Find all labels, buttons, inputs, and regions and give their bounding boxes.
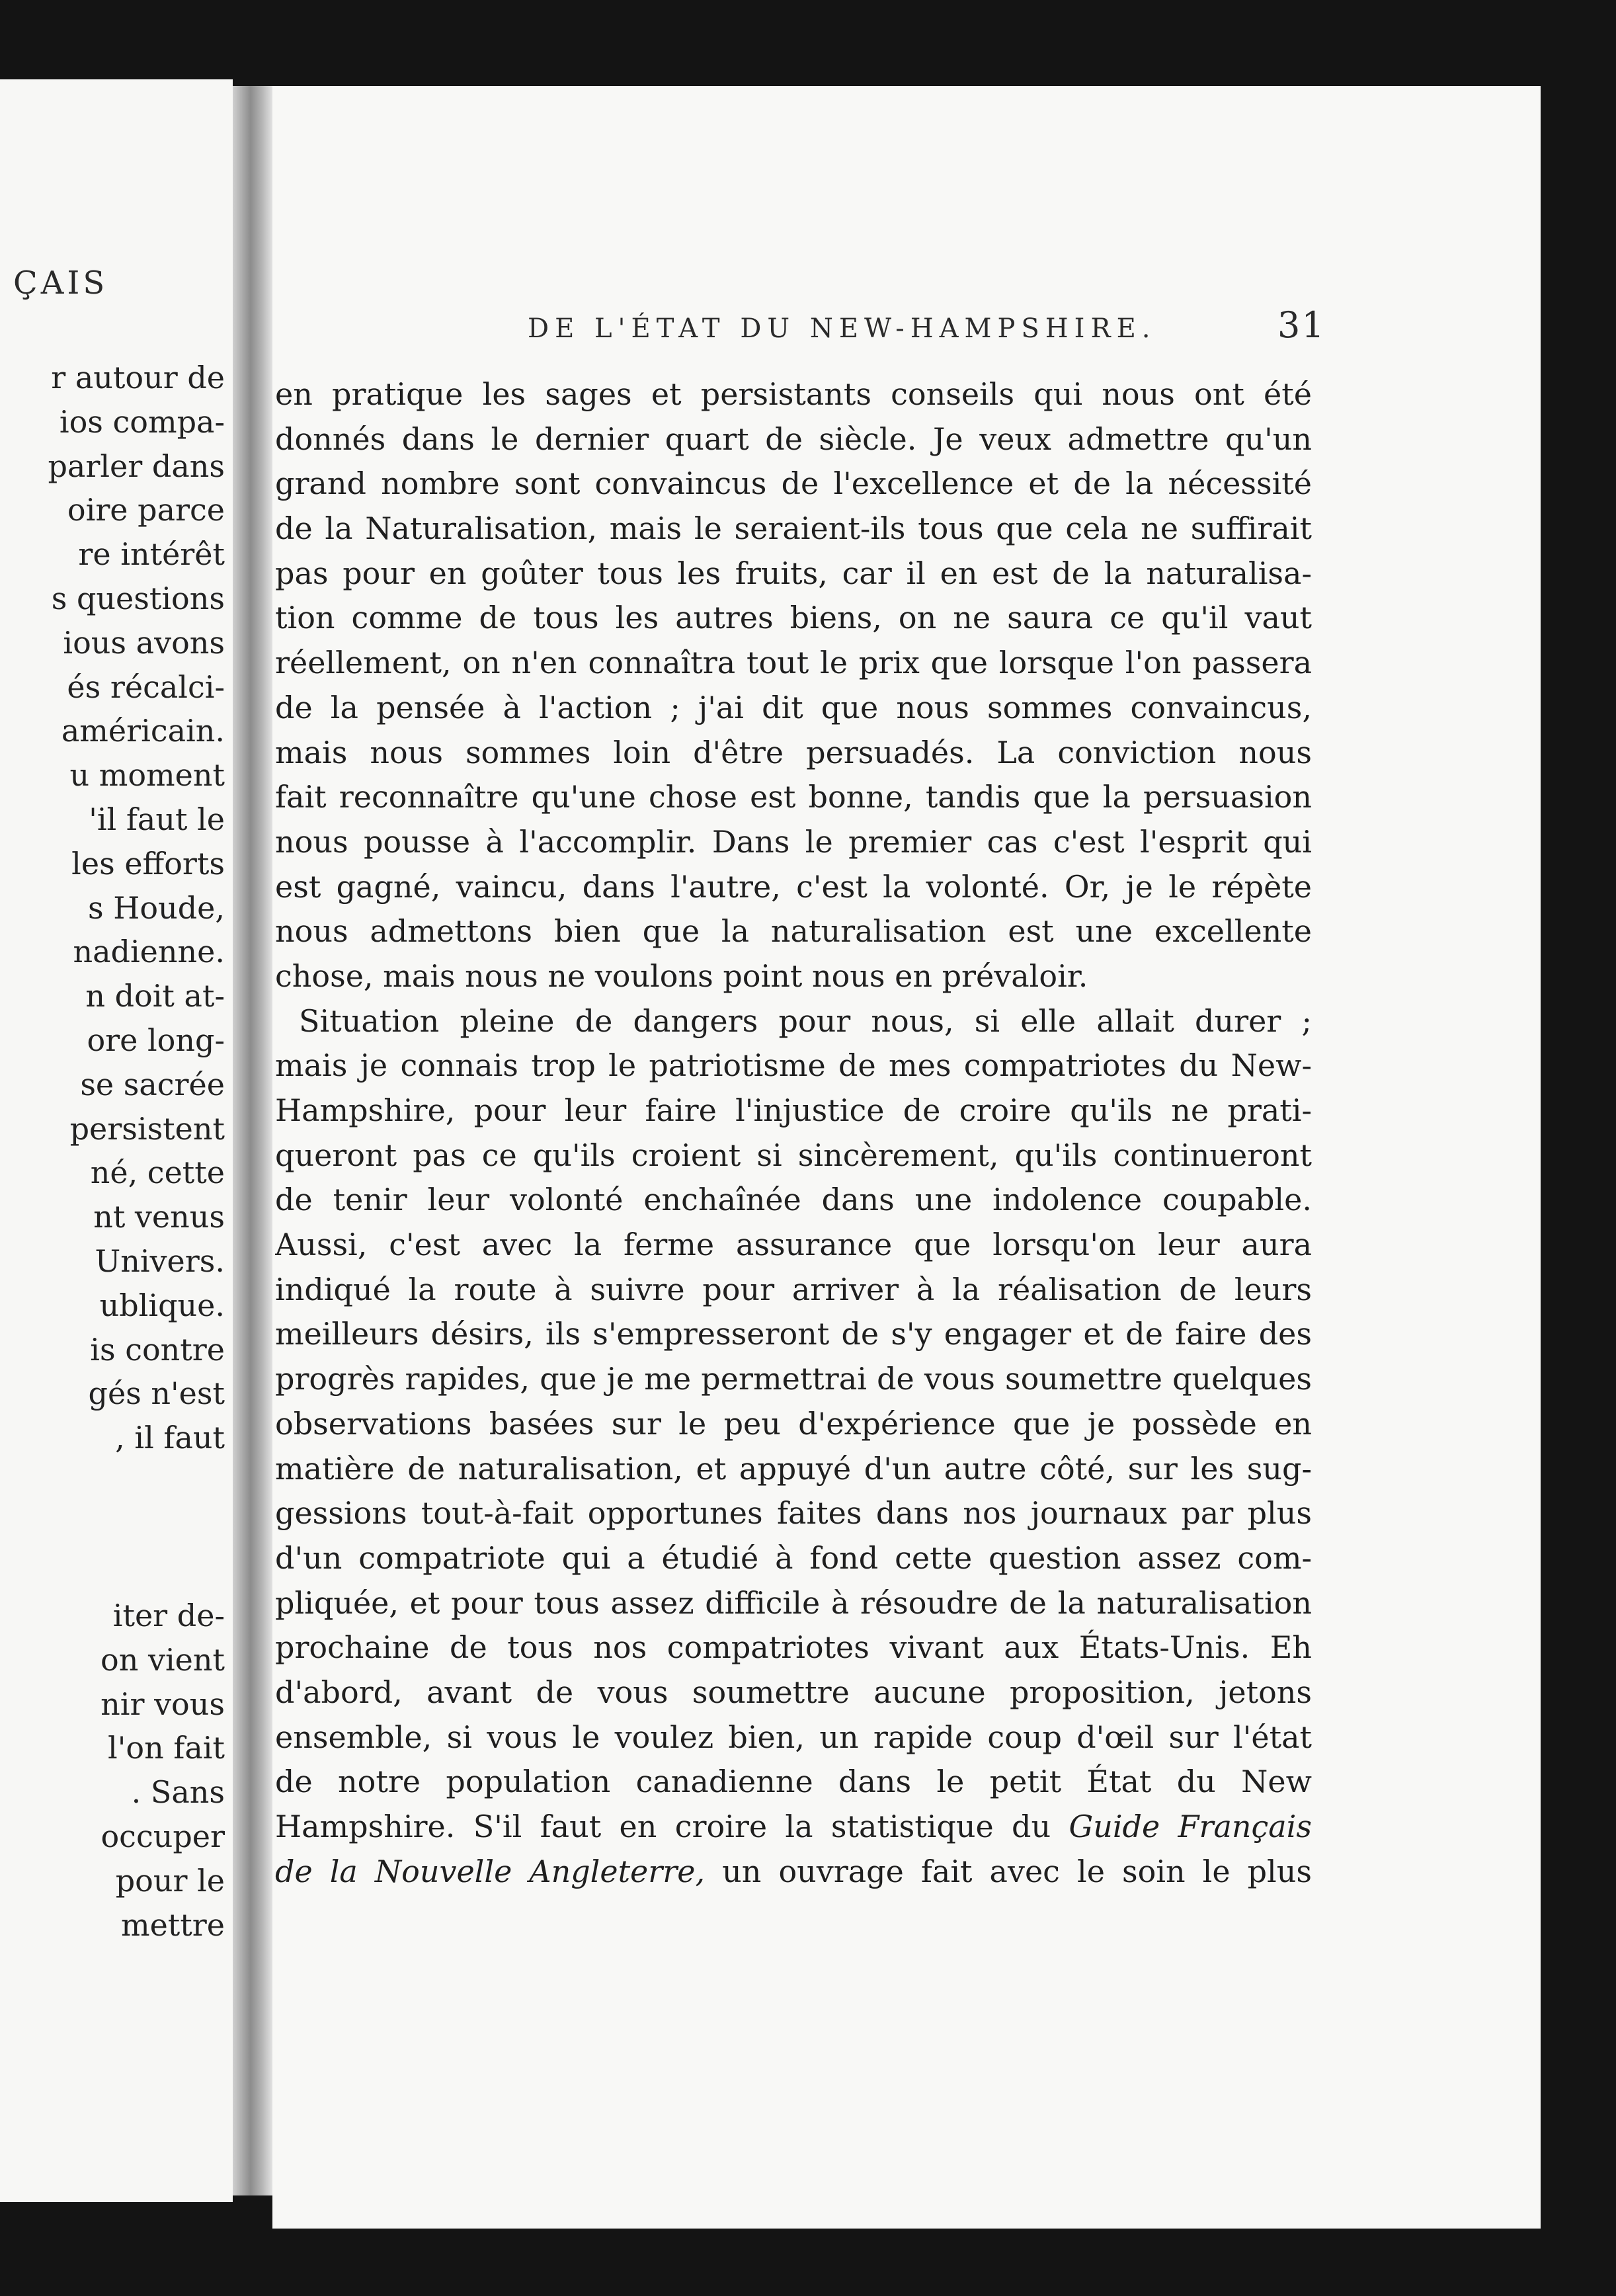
text-line: r autour de: [51, 360, 225, 395]
text-line: 'il faut le: [89, 801, 225, 837]
left-page-lines-top: [0, 356, 233, 1460]
text-line: né, cette: [90, 1155, 225, 1191]
text-line: oire parce: [67, 492, 225, 528]
text-line: tion comme de tous les autres biens, on ne saura ce qu'il vaut: [275, 600, 1312, 636]
text-line: est gagné, vaincu, dans l'autre, c'est la volonté. Or, je le répète: [275, 868, 1312, 905]
italic-title: de la Nouvelle Angleterre,: [275, 1853, 706, 1889]
text-line: nir vous: [101, 1686, 225, 1722]
book-gutter: [233, 86, 272, 2195]
text-segment: Hampshire. S'il faut en croire la statistique du: [275, 1809, 1051, 1844]
text-line: s questions: [51, 580, 225, 616]
text-line: ensemble, si vous le voulez bien, un rapide coup d'œil sur l'état: [275, 1719, 1312, 1755]
text-line: . Sans: [131, 1774, 225, 1811]
text-line: Aussi, c'est avec la ferme assurance que lorsqu'on leur aura: [275, 1227, 1312, 1263]
running-title: DE L'ÉTAT DU NEW-HAMPSHIRE.: [528, 313, 1156, 344]
text-line: gessions tout-à-fait opportunes faites dans nos journaux par plus: [275, 1495, 1312, 1532]
text-line: de notre population canadienne dans le petit État du New: [275, 1764, 1312, 1800]
text-line: n doit at-: [85, 978, 225, 1014]
text-line: de la pensée à l'action ; j'ai dit que nous sommes convaincus,: [275, 689, 1312, 725]
text-line: nadienne.: [73, 934, 225, 970]
text-line: en pratique les sages et persistants conseils qui nous ont été: [275, 376, 1312, 412]
text-line: iter de-: [112, 1598, 225, 1633]
page-number: 31: [1277, 304, 1326, 346]
book-page: [272, 86, 1541, 2229]
text-line: és récalci-: [67, 669, 225, 705]
text-line: occuper: [101, 1818, 225, 1854]
text-line: [275, 1850, 1312, 1895]
text-line: , il faut: [115, 1420, 225, 1456]
text-line: prochaine de tous nos compatriotes vivant aux États-Unis. Eh: [275, 1629, 1312, 1666]
left-page-lines-bottom: [0, 1594, 233, 1947]
italic-title: Guide Français: [1069, 1809, 1312, 1844]
text-line: d'un compatriote qui a étudié à fond cette question assez com-: [275, 1539, 1312, 1576]
text-line: u moment: [69, 757, 225, 794]
text-line: persistent: [69, 1110, 225, 1147]
text-line: ore long-: [87, 1022, 225, 1058]
text-line: ios compa-: [59, 403, 225, 440]
text-line: nous pousse à l'accomplir. Dans le premier cas c'est l'esprit qui: [275, 823, 1312, 860]
text-line: progrès rapides, que je me permettrai de vous soumettre quelques: [275, 1361, 1312, 1397]
text-line: les efforts: [71, 845, 225, 882]
text-line: fait reconnaître qu'une chose est bonne, tandis que la persuasion: [275, 779, 1312, 815]
text-line: de tenir leur volonté enchaînée dans une indolence coupable.: [275, 1182, 1312, 1218]
text-line: de la Naturalisation, mais le seraient-ils tous que cela ne suffirait: [275, 511, 1312, 547]
text-line: ious avons: [63, 624, 225, 661]
text-line: donnés dans le dernier quart de siècle. Je veux admettre qu'un: [275, 421, 1312, 457]
text-line: parler dans: [48, 448, 225, 484]
text-line: nt venus: [93, 1199, 225, 1235]
text-segment: un ouvrage fait avec le soin le plus: [705, 1853, 1312, 1889]
text-line: observations basées sur le peu d'expérience que je possède en: [275, 1405, 1312, 1442]
text-line: mais nous sommes loin d'être persuadés. La conviction nous: [275, 734, 1312, 770]
text-line: s Houde,: [88, 889, 225, 926]
text-line: se sacrée: [80, 1066, 225, 1102]
text-line: matière de naturalisation, et appuyé d'un autre côté, sur les sug-: [275, 1450, 1312, 1487]
text-line: re intérêt: [78, 536, 225, 573]
text-line: pas pour en goûter tous les fruits, car il en est de la naturalisa-: [275, 555, 1312, 591]
text-line: on vient: [101, 1641, 225, 1678]
text-line: queront pas ce qu'ils croient si sincèrement, qu'ils continueront: [275, 1137, 1312, 1173]
text-line: Hampshire, pour leur faire l'injustice de croire qu'ils ne prati-: [275, 1092, 1312, 1128]
text-line: meilleurs désirs, ils s'empresseront de s'y engager et de faire des: [275, 1316, 1312, 1352]
running-head: [272, 304, 1541, 350]
text-line: pliquée, et pour tous assez difficile à résoudre de la naturalisation: [275, 1584, 1312, 1621]
text-line: mettre: [120, 1906, 225, 1943]
text-line: gés n'est: [88, 1375, 225, 1412]
left-page-header: ÇAIS: [13, 265, 108, 302]
left-facing-page: [0, 79, 233, 2202]
body-text: [275, 372, 1312, 1894]
text-line: nous admettons bien que la naturalisation est une excellente: [275, 913, 1312, 950]
text-line: [275, 1805, 1312, 1850]
text-line: chose, mais nous ne voulons point nous en prévaloir.: [275, 958, 1088, 994]
text-line: Univers.: [95, 1243, 225, 1279]
text-line: indiqué la route à suivre pour arriver à la réalisation de leurs: [275, 1271, 1312, 1307]
text-line: mais je connais trop le patriotisme de mes compatriotes du New-: [275, 1047, 1312, 1084]
text-line: américain.: [61, 713, 225, 749]
text-line: pour le: [115, 1862, 225, 1899]
text-line: réellement, on n'en connaîtra tout le prix que lorsque l'on passera: [275, 645, 1312, 681]
text-line: l'on fait: [108, 1730, 225, 1766]
text-line: d'abord, avant de vous soumettre aucune proposition, jetons: [275, 1674, 1312, 1710]
text-line: Situation pleine de dangers pour nous, si elle allait durer ;: [299, 1003, 1312, 1039]
text-line: ublique.: [99, 1287, 225, 1323]
text-line: is contre: [90, 1331, 225, 1368]
text-line: grand nombre sont convaincus de l'excellence et de la nécessité: [275, 466, 1312, 502]
